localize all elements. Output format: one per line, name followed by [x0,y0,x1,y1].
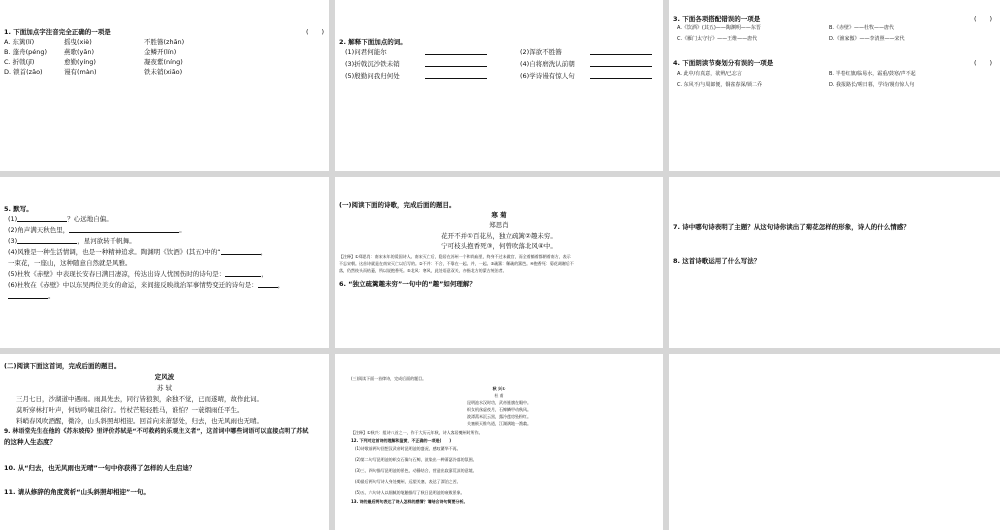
option: (2)第二句写昆明池的织女石像与石鲸，渲染出一种萧瑟冷落的氛围。 [355,457,477,462]
answer-blank[interactable] [590,72,652,79]
poem-title: 定风波 [154,373,175,381]
option: B. 半卷红旗/临易水，霜重/鼓寒/声不起 [829,71,916,77]
line-text: ？心远地自偏。 [67,215,113,223]
option: 谩有(màn) [64,68,97,76]
page-panel-4 [0,177,329,348]
line-text: 。 [179,226,186,234]
poem-title: 秋 兴① [492,386,506,391]
line-text: ， [260,248,268,256]
question-8: 8. 这首诗歌运用了什么写法？ [673,257,761,265]
answer-paren: ( ) [306,28,325,36]
answer-blank[interactable] [590,48,652,55]
fill-line [8,270,268,278]
option: D.《渔家傲》——李清照——宋代 [829,36,905,42]
item-row [520,48,652,56]
answer-paren: ( ) [974,59,993,67]
option-row [4,58,183,66]
item-text: (4)自将磨洗认前朝 [520,60,575,68]
option: 金鳞开(lín) [144,48,177,56]
poem-line: 莫听穿林打叶声，何妨吟啸且徐行。竹杖芒鞋轻胜马，谁怕？一蓑烟雨任平生。 [16,406,244,414]
option: A.《饮酒》(其五)——陶渊明——东晋 [677,25,761,31]
poem-line: 宁可枝头抱香死③，何曾吹落北风④中。 [441,242,557,250]
question-2: 2. 解释下面加点的词。 [339,38,407,46]
option: 愈勤(yíng) [64,58,96,66]
fill-line [8,237,136,245]
line-text: (4)风雅是一种生活情调，也是一种精神追求。陶渊明《饮酒》(其五)中的“ [8,248,221,256]
item-text: (2)浑欲不胜簪 [520,48,562,56]
option: 铁未销(xiāo) [144,68,183,76]
fill-line [8,248,267,256]
page-panel-5 [335,177,663,348]
option: B.《赤壁》——杜牧——唐代 [829,25,895,31]
question-11: 11. 请从修辞的角度赏析“山头斜照却相迎”一句。 [4,488,150,496]
question-5: 5. 默写。 [4,205,33,213]
page-panel-6 [669,177,1000,348]
line-text: (3) [8,237,18,245]
line-text: 一束花，一座山，这种随意自然就是风雅。 [8,259,132,267]
option: D. 锁首(zāo) [4,68,43,76]
option-row [4,38,184,46]
poem-line: 波漂菰米沉云黑，露冷莲房坠粉红。 [467,414,531,419]
line-text: ， [261,270,268,278]
option-row [4,68,182,76]
poem-line: 织女机丝虚夜月，石鲸鳞甲动秋风。 [467,407,531,412]
line-text: ， [277,281,285,289]
answer-blank[interactable] [17,237,77,244]
option: C. 东风不/与周郎便，铜雀春深/锁二乔 [677,82,763,88]
line-text: ，星河欲转千帆舞。 [77,237,136,245]
item-text: (5)殷勤问我归何处 [345,72,400,80]
option: A. 东篱(lí) [4,38,35,46]
poem-line: 关塞极天惟鸟道，江湖满地一渔翁。 [467,421,531,426]
option: 凝夜紫(níng) [144,58,183,66]
page-panel-1 [0,0,329,171]
fill-line [8,215,113,223]
answer-blank[interactable] [225,270,261,277]
option-row [4,48,176,56]
question-10: 10. 从“归去，也无风雨也无晴”一句中你获得了怎样的人生启迪？ [4,464,196,472]
option: (3)三、四句描写昆明池的景色，动静结合，营造出寂寥荒凉的意境。 [355,468,477,473]
question-9: 9. 林语堂先生在他的《苏东坡传》里评价苏轼是“不可救药的乐观主义者”，这首词中哪些词语可以直接点明了苏轼 [4,428,309,435]
page-panel-8 [335,354,663,530]
item-row [520,60,652,68]
question-1: 1. 下面加点字注音完全正确的一项是 [4,28,111,36]
answer-blank[interactable] [590,60,652,67]
answer-blank[interactable] [425,48,487,55]
item-row [345,48,487,56]
page-panel-3 [669,0,1000,171]
fill-line [8,226,186,234]
poem-line: 昆明池水汉时功，武帝旌旗在眼中。 [467,400,531,405]
question-3: 3. 下面各项搭配错误的一项是 [673,15,761,23]
footnote: 落，仍然枝头而枯萎，所以说抱香死。⑤北风：寒风，此处语意双关，亦指北方的蒙古统治者。 [339,268,507,273]
page-panel-7 [0,354,329,530]
poem-line: 料峭春风吹酒醒，微冷，山头斜照却相迎。回首向来萧瑟处，归去，也无风雨也无晴。 [16,417,263,425]
footnote: 【注释】①郑思肖：南宋末年的爱国诗人。南宋灭亡后，隐居在苏州一个和尚庙里，终身不过未做官，而全着躺着都朝着南方，表示 [339,254,571,259]
answer-blank[interactable] [258,281,278,288]
item-text: (6)学诗谩有惊人句 [520,72,575,80]
option: C. 折戟(jǐ) [4,58,35,66]
question-13: 13. 诗的最后两句表达了诗人怎样的感情？请结合诗句简要分析。 [351,499,468,504]
question-12: 12. 下列对这首诗的理解和鉴赏，不正确的一项是( ) [351,438,452,443]
footnote: 不忘宋朝。这首诗就是在南宋灭亡以后写的。②不并：不合，不靠在一起。并，一起。③疏篱：稀疏的篱笆。④抱香死：菊花凋谢后不 [339,261,574,266]
line-text: (2)角声满天秋色里， [8,226,70,234]
answer-blank[interactable] [69,226,179,233]
question-6: 6. “独立疏篱趣未穷”一句中的“趣”如何理解？ [339,280,476,288]
section-heading: (一)阅读下面的诗歌，完成后面的题目。 [339,201,456,209]
item-row [345,60,487,68]
page-panel-2 [335,0,663,171]
option: (5)五、六句诗人以细腻的笔触描写了秋日昆明池的衰败景象。 [355,490,465,495]
line-text: (6)杜牧在《赤壁》中以东吴两位美女的命运，来间接反映战治军事情势变迁的诗句是： [8,281,258,289]
poem-author: 杜 甫 [494,393,504,398]
option: A. 此中/有真意，欲辨/已忘言 [677,71,742,77]
poem-line: 三月七日，沙湖道中遇雨。雨具先去，同行皆狼狈，余独不觉，已而遂晴，故作此词。 [16,395,263,403]
question-4: 4. 下面朗读节奏划分有误的一项是 [673,59,774,67]
question-9-cont: 的这种人生态度？ [4,438,56,446]
answer-blank[interactable] [425,60,487,67]
option: 燕歌(yān) [64,48,95,56]
question-7: 7. 诗中哪句诗表明了主题？从这句诗你读出了菊花怎样的形象，诗人的什么情感？ [673,223,910,231]
item-text: (3)折戟沉沙铁未销 [345,60,400,68]
item-row [520,72,652,80]
line-text: (5)杜牧《赤壁》中表现长安春日满目凄凉，传达出诗人忧国伤时的诗句是： [8,270,226,278]
option: C.《雁门太守行》——王维——唐代 [677,36,758,42]
option: 摇曳(xiè) [64,38,92,46]
option: B. 蓬舟(péng) [4,48,48,56]
answer-blank[interactable] [8,292,48,299]
answer-blank[interactable] [17,215,67,222]
item-text: (1)问君何能尔 [345,48,387,56]
answer-blank[interactable] [221,248,261,255]
poem-author: 苏 轼 [156,384,173,392]
poem-line: 花开不并①百花丛，独立疏篱②趣未穷。 [441,232,557,240]
fill-line [8,292,55,300]
section-heading: (二)阅读下面这首词，完成后面的题目。 [4,362,121,370]
fill-line [8,281,284,289]
page-panel-9 [669,354,1000,530]
line-text: (1) [8,215,18,223]
option: 不胜簪(zhān) [144,38,185,46]
poem-title: 寒 菊 [491,211,507,219]
line-text: 。 [48,292,55,300]
option: (4)最后两句写诗人身处夔州，远望关塞，表达了漂泊之苦。 [355,479,461,484]
footnote: 【注释】①秋兴：组诗八首之一，作于大历元年秋，诗人客居夔州时所作。 [351,430,483,435]
poem-author: 郑思肖 [489,221,509,229]
answer-paren: ( ) [974,15,993,23]
option: D. 我报路长/嗟日暮，学诗/谩有惊人句 [829,82,915,88]
section-heading: (三)阅读下面一首律诗，完成后面的题目。 [351,376,427,381]
answer-blank[interactable] [425,72,487,79]
item-row [345,72,487,80]
option: (1)诗歌前两句回想汉武帝时昆明池的盛况，感叹繁华不再。 [355,446,461,451]
